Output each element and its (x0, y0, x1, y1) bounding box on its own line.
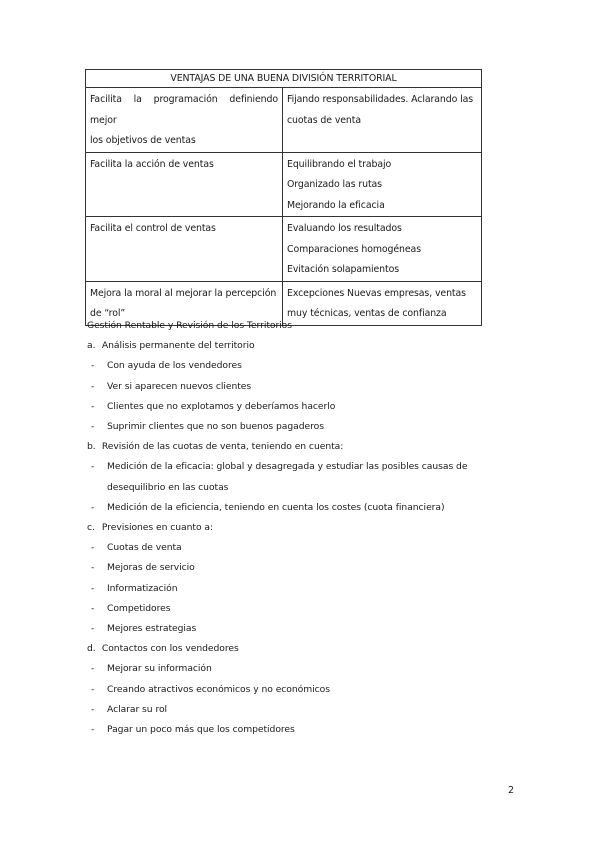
list-item-text: Creando atractivos económicos y no económicos (107, 683, 330, 695)
dash-bullet: - (91, 400, 95, 412)
list-item-text: Suprimir clientes que no son buenos pagaderos (107, 421, 324, 433)
dash-bullet: - (91, 501, 95, 513)
list-item (87, 558, 527, 578)
table-row (86, 88, 482, 153)
section-label: c. (87, 522, 95, 534)
dash-bullet: - (91, 582, 95, 594)
section-title: Análisis permanente del territorio (101, 340, 255, 352)
dash-bullet: - (91, 623, 95, 635)
list-item (87, 720, 527, 740)
cell-line: Evitación solapamientos (287, 264, 400, 275)
cell-line: Facilita la acción de ventas (90, 158, 214, 170)
list-item-text: Con ayuda de los vendedores (107, 360, 242, 372)
cell-line: Fijando responsabilidades. Aclarando las (287, 94, 474, 105)
list-item (87, 579, 527, 599)
list-item (87, 599, 527, 619)
list-item-text: Informatización (107, 582, 178, 594)
list-item (87, 457, 527, 497)
list-item (87, 498, 527, 518)
dash-bullet: - (91, 602, 95, 614)
cell-line: muy técnicas, ventas de confianza (287, 308, 447, 319)
list-item-text: Mejorar su información (107, 663, 212, 675)
list-item-text: Aclarar su rol (107, 703, 168, 715)
section-label: d. (87, 643, 96, 655)
list-item-text: Clientes que no explotamos y deberíamos hacerlo (107, 400, 336, 412)
cell-line: Organizado las rutas (287, 179, 382, 190)
dash-bullet: - (91, 703, 95, 715)
section-d (87, 639, 527, 659)
cell-line: los objetivos de ventas (90, 135, 196, 146)
dash-bullet: - (91, 461, 95, 473)
table-cell-right (283, 217, 482, 282)
list-item-text: Pagar un poco más que los competidores (107, 724, 295, 736)
cell-line: Facilita la programación definiendo mejor (90, 94, 278, 126)
cell-line: Excepciones Nuevas empresas, ventas (287, 287, 466, 299)
table-cell-right (283, 152, 482, 217)
table-cell-left (86, 152, 283, 217)
cell-line: Equilibrando el trabajo (287, 158, 392, 170)
section-title: Contactos con los vendedores (101, 643, 239, 655)
dash-bullet: - (91, 380, 95, 392)
section-title: Revisión de las cuotas de venta, teniendo en cuenta: (101, 441, 344, 453)
dash-bullet: - (91, 421, 95, 433)
section-b (87, 437, 527, 457)
cell-line: Facilita el control de ventas (90, 223, 216, 234)
cell-line: Mejora la moral al mejorar la percepción (90, 287, 277, 299)
list-item (87, 397, 527, 417)
dash-bullet: - (91, 360, 95, 372)
section-c (87, 518, 527, 538)
cell-line: Evaluando los resultados (287, 223, 402, 234)
section-heading: Gestión Rentable y Revisión de los Territorios (87, 320, 292, 331)
table-cell-left (86, 88, 283, 153)
section-a (87, 336, 527, 356)
cell-line: cuotas de venta (287, 114, 361, 126)
table-cell-left (86, 217, 283, 282)
cell-line: de “rol” (90, 308, 126, 319)
list-item (87, 619, 527, 639)
list-item (87, 417, 527, 437)
list-item (87, 377, 527, 397)
list-item-text: Cuotas de venta (107, 542, 182, 554)
list-item (87, 659, 527, 679)
list-item-text: Ver si aparecen nuevos clientes (107, 380, 252, 392)
dash-bullet: - (91, 724, 95, 736)
dash-bullet: - (91, 562, 95, 574)
list-item (87, 700, 527, 720)
table-row (86, 217, 482, 282)
table-cell-right (283, 88, 482, 153)
table-row (86, 152, 482, 217)
section-title: Previsiones en cuanto a: (101, 522, 214, 534)
section-label: b. (87, 441, 96, 453)
dash-bullet: - (91, 542, 95, 554)
list-item-text: Mejores estrategias (107, 623, 197, 635)
table-header-row (86, 70, 482, 88)
list-item-text: Competidores (107, 602, 171, 614)
cell-line: Mejorando la eficacia (287, 199, 385, 211)
list-item (87, 680, 527, 700)
list-item-text: Medición de la eficiencia, teniendo en cuenta los costes (cuota financiera) (107, 501, 445, 513)
dash-bullet: - (91, 663, 95, 675)
advantages-table (85, 69, 482, 326)
table-header: VENTAJAS DE UNA BUENA DIVISIÓN TERRITORIAL (86, 70, 482, 88)
document-body (87, 316, 527, 740)
dash-bullet: - (91, 683, 95, 695)
list-item-text: Medición de la eficacia: global y desagregada y estudiar las posibles causas de desequilibrio en las cuotas (107, 461, 468, 493)
list-item (87, 356, 527, 376)
list-item (87, 538, 527, 558)
cell-line: Comparaciones homogéneas (287, 243, 421, 255)
page-number: 2 (508, 785, 515, 796)
section-label: a. (87, 340, 96, 352)
list-item-text: Mejoras de servicio (107, 562, 195, 574)
